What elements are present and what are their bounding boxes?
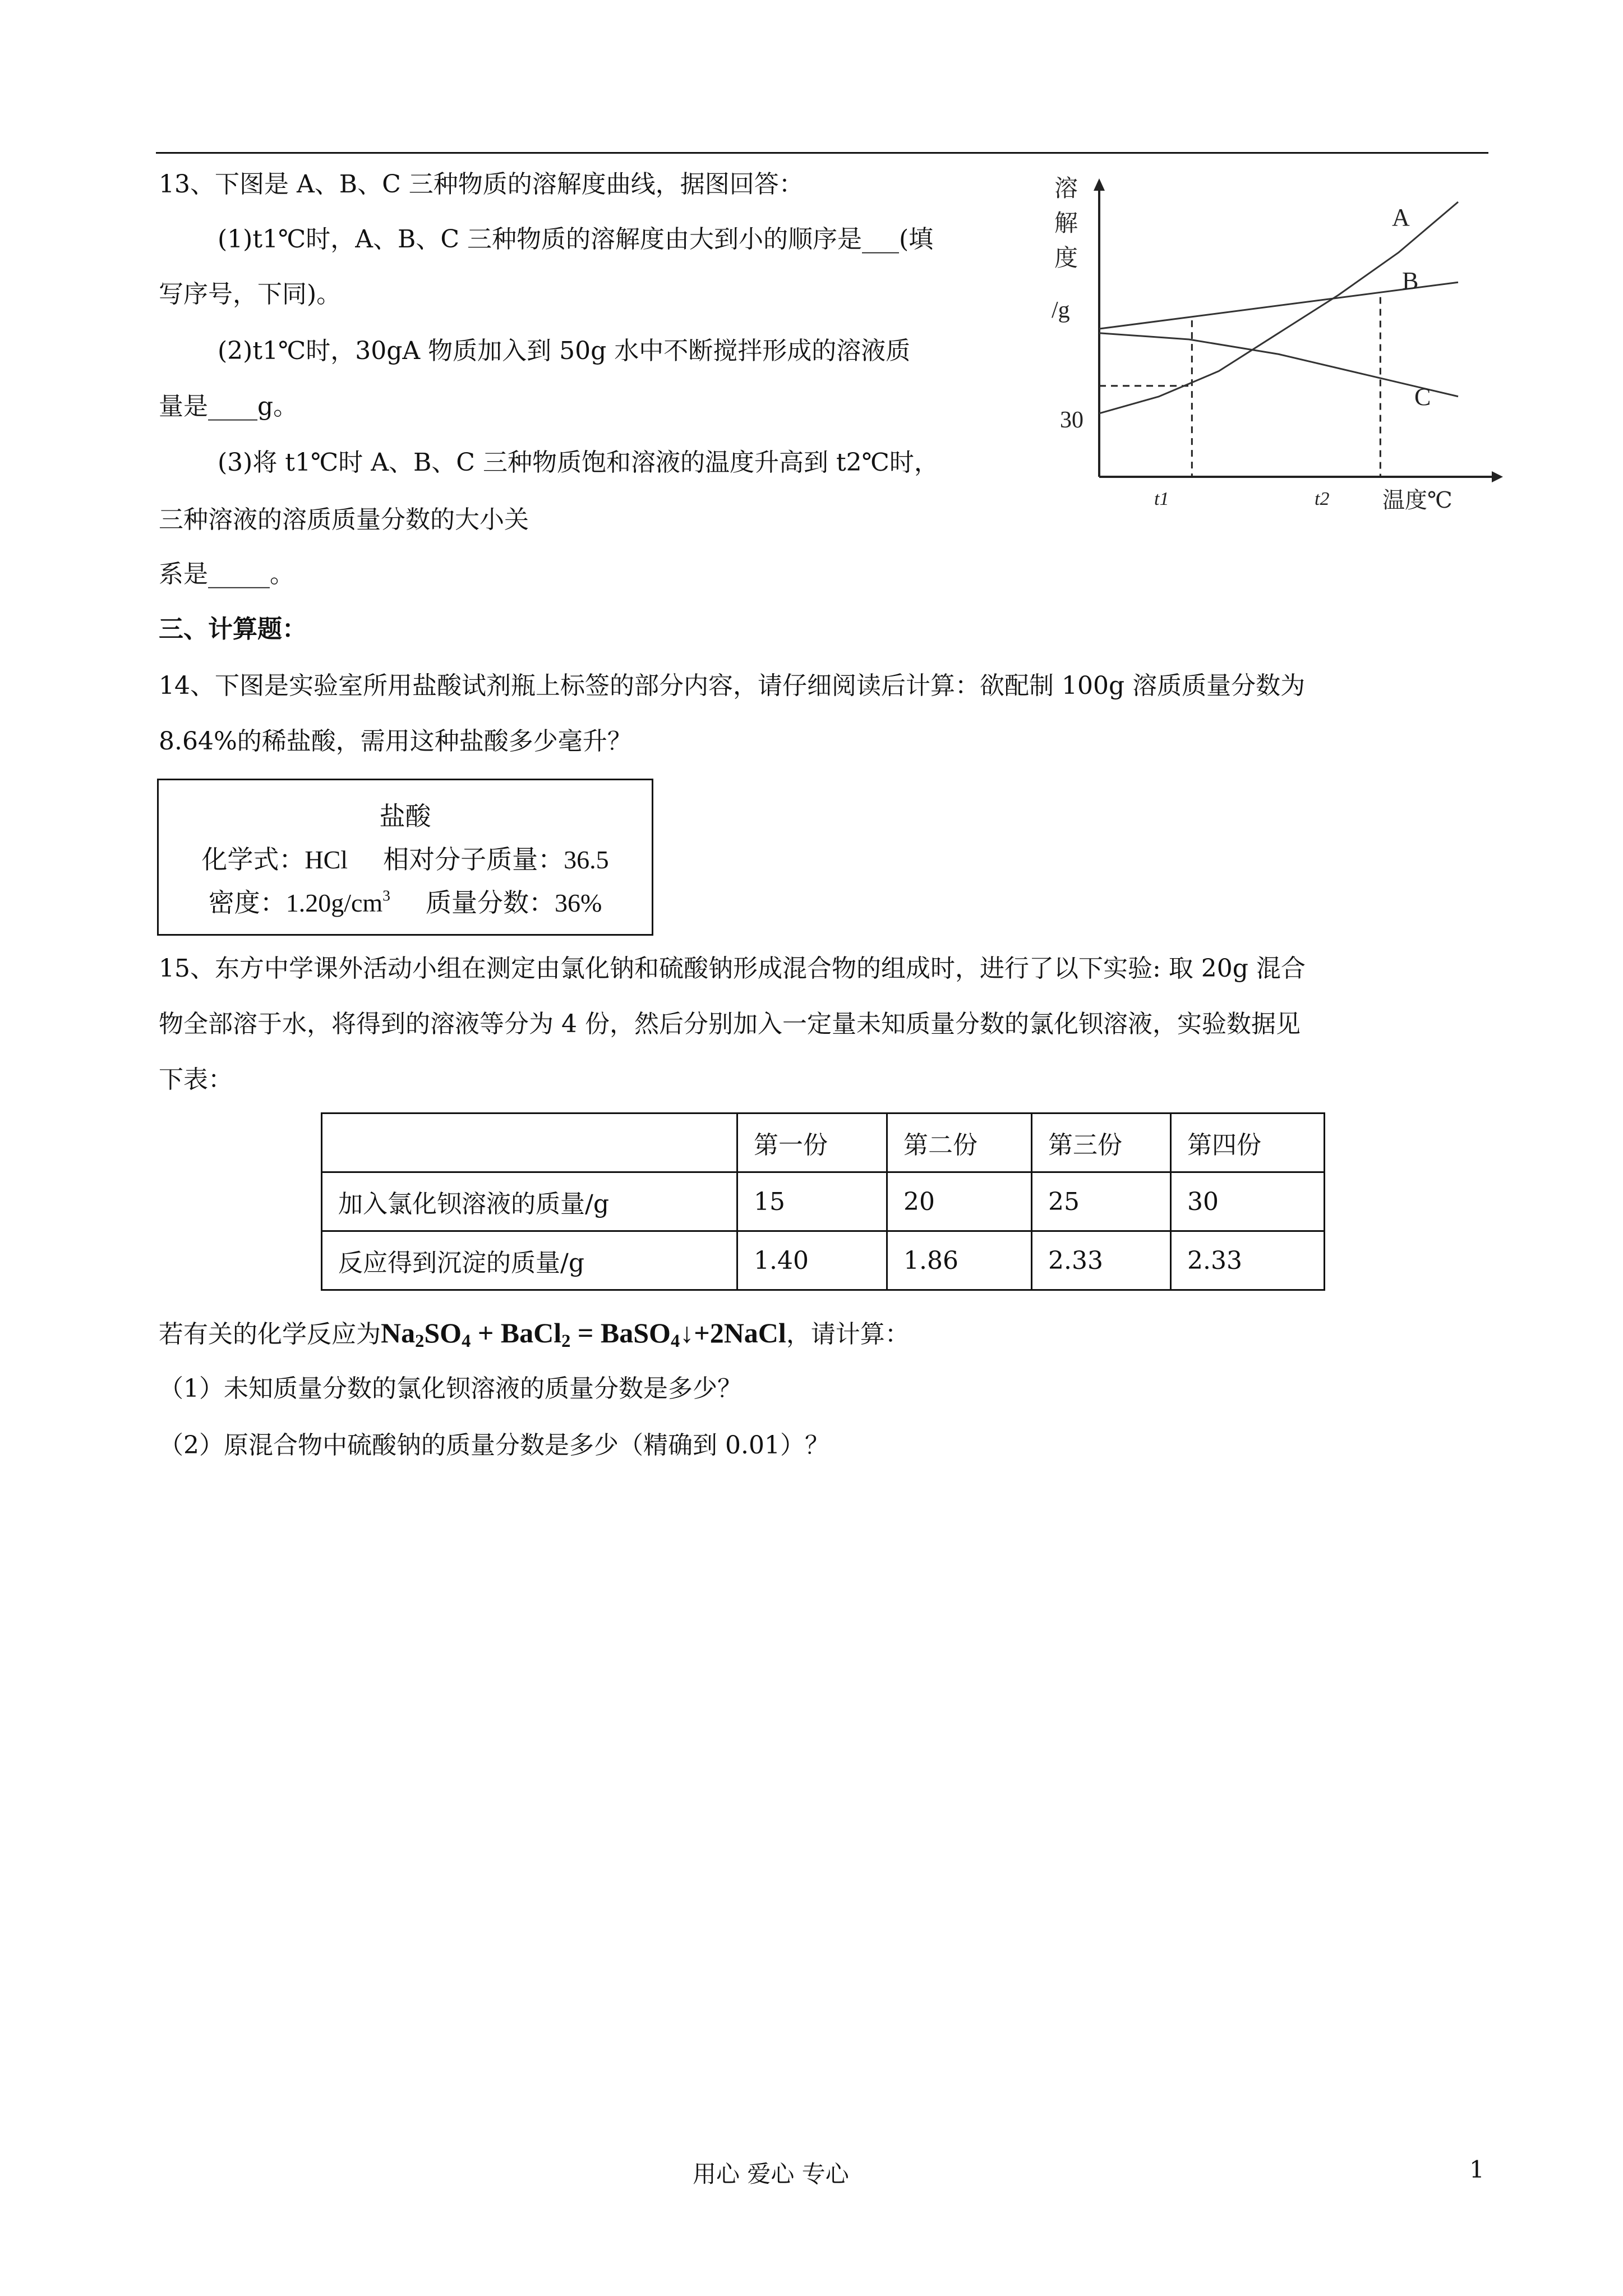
table-cell: 25 — [1032, 1172, 1171, 1231]
table-cell: 15 — [737, 1172, 887, 1231]
table-header-cell — [322, 1114, 737, 1172]
series-label-a: A — [1392, 204, 1410, 231]
q13-part2-line2: 量是____g。 — [159, 392, 298, 421]
x-axis-label: 温度℃ — [1382, 487, 1453, 513]
y-axis-label-char: 解 — [1054, 211, 1078, 237]
eq-na: Na — [381, 1317, 416, 1349]
page-number: 1 — [1469, 2156, 1484, 2183]
table-cell: 30 — [1171, 1172, 1325, 1231]
q13-stem: 13、下图是 A、B、C 三种物质的溶解度曲线，据图回答： — [159, 170, 804, 199]
x-tick-t2: t2 — [1315, 489, 1330, 509]
q13-part3-line3: 系是_____。 — [159, 560, 294, 588]
y-tick-30: 30 — [1060, 407, 1083, 433]
q13-part3-line1: (3)将 t1℃时 A、B、C 三种物质饱和溶液的温度升高到 t2℃时， — [218, 448, 939, 477]
q14-line1: 14、下图是实验室所用盐酸试剂瓶上标签的部分内容，请仔细阅读后计算：欲配制 100g 溶质质量分数为 — [159, 671, 1306, 700]
table-cell: 加入氯化钡溶液的质量/g — [322, 1172, 737, 1231]
precipitate-arrow-icon: ↓ — [680, 1317, 694, 1349]
eq-nacl: +2NaCl — [694, 1317, 786, 1349]
chemical-equation — [381, 1317, 786, 1352]
y-axis-label-char: 溶 — [1054, 176, 1078, 202]
series-label-b: B — [1402, 267, 1419, 295]
table-header-row — [322, 1114, 1325, 1172]
eq-sub-2: 2 — [415, 1331, 425, 1352]
label-formula-row — [159, 839, 652, 876]
section-heading: 三、计算题： — [159, 615, 307, 643]
y-axis-label-char: 度 — [1054, 246, 1078, 272]
chart-axes — [1094, 178, 1503, 482]
table-header-cell: 第三份 — [1032, 1114, 1171, 1172]
reaction-prefix: 若有关的化学反应为 — [159, 1320, 381, 1349]
table-row — [322, 1172, 1325, 1231]
curve-a — [1099, 202, 1458, 413]
chart-curves — [1099, 202, 1458, 413]
x-axis-arrow — [1492, 471, 1503, 482]
q13-part1-line1: (1)t1℃时，A、B、C 三种物质的溶解度由大到小的顺序是___(填 — [218, 225, 934, 254]
reagent-label-box — [157, 779, 653, 936]
label-title: 盐酸 — [379, 802, 431, 831]
label-density: 密度：1.20g/cm — [208, 889, 383, 917]
table-cell: 2.33 — [1032, 1231, 1171, 1290]
series-label-c: C — [1414, 383, 1431, 411]
q15-line2: 物全部溶于水，将得到的溶液等分为 4 份，然后分别加入一定量未知质量分数的氯化钡溶液，实验数据见 — [159, 1010, 1301, 1038]
q15-sub2: （2）原混合物中硫酸钠的质量分数是多少（精确到 0.01）？ — [159, 1431, 829, 1460]
eq-sub-2b: 2 — [561, 1331, 571, 1352]
label-mass-fraction: 质量分数：36% — [425, 889, 602, 917]
label-density-exponent: 3 — [382, 886, 390, 904]
eq-so: SO — [424, 1317, 462, 1349]
q15-sub1: （1）未知质量分数的氯化钡溶液的质量分数是多少？ — [159, 1374, 742, 1403]
y-axis-label — [1052, 176, 1078, 323]
q13-part2-line1: (2)t1℃时，30gA 物质加入到 50g 水中不断搅拌形成的溶液质 — [218, 337, 911, 365]
q15-line1: 15、东方中学课外活动小组在测定由氯化钠和硫酸钠形成混合物的组成时，进行了以下实验: 取 20g 混合 — [159, 954, 1306, 983]
y-axis-label-char: /g — [1052, 297, 1070, 323]
eq-sub-4b: 4 — [670, 1331, 680, 1352]
table-cell: 20 — [887, 1172, 1032, 1231]
x-tick-t1: t1 — [1154, 489, 1169, 509]
table-header-cell: 第四份 — [1171, 1114, 1325, 1172]
header-rule — [156, 152, 1488, 154]
eq-equals-baso: = BaSO — [570, 1317, 671, 1349]
q15-line3: 下表： — [159, 1065, 233, 1094]
table-header-cell: 第一份 — [737, 1114, 887, 1172]
table-cell: 反应得到沉淀的质量/g — [322, 1231, 737, 1290]
footer-motto: 用心 爱心 专心 — [693, 2160, 849, 2188]
eq-sub-4: 4 — [462, 1331, 471, 1352]
reaction-line — [159, 1317, 910, 1358]
table-row — [322, 1231, 1325, 1290]
table-header-cell: 第二份 — [887, 1114, 1032, 1172]
y-axis-arrow — [1094, 178, 1105, 191]
q13-part1-line2: 写序号，下同)。 — [159, 280, 342, 309]
label-formula: 化学式：HCl — [201, 845, 348, 874]
curve-c — [1099, 333, 1458, 397]
solubility-chart — [1043, 174, 1503, 533]
reaction-suffix: ，请计算： — [786, 1320, 910, 1349]
eq-plus-bacl: + BaCl — [471, 1317, 562, 1349]
experiment-table — [321, 1112, 1325, 1291]
label-density-row — [159, 882, 652, 919]
table-cell: 2.33 — [1171, 1231, 1325, 1290]
table-cell: 1.40 — [737, 1231, 887, 1290]
table-cell: 1.86 — [887, 1231, 1032, 1290]
q13-part3-line2: 三种溶液的溶质质量分数的大小关 — [159, 505, 529, 534]
label-molecular-mass: 相对分子质量：36.5 — [383, 845, 609, 874]
q14-line2: 8.64%的稀盐酸，需用这种盐酸多少毫升？ — [159, 727, 632, 756]
